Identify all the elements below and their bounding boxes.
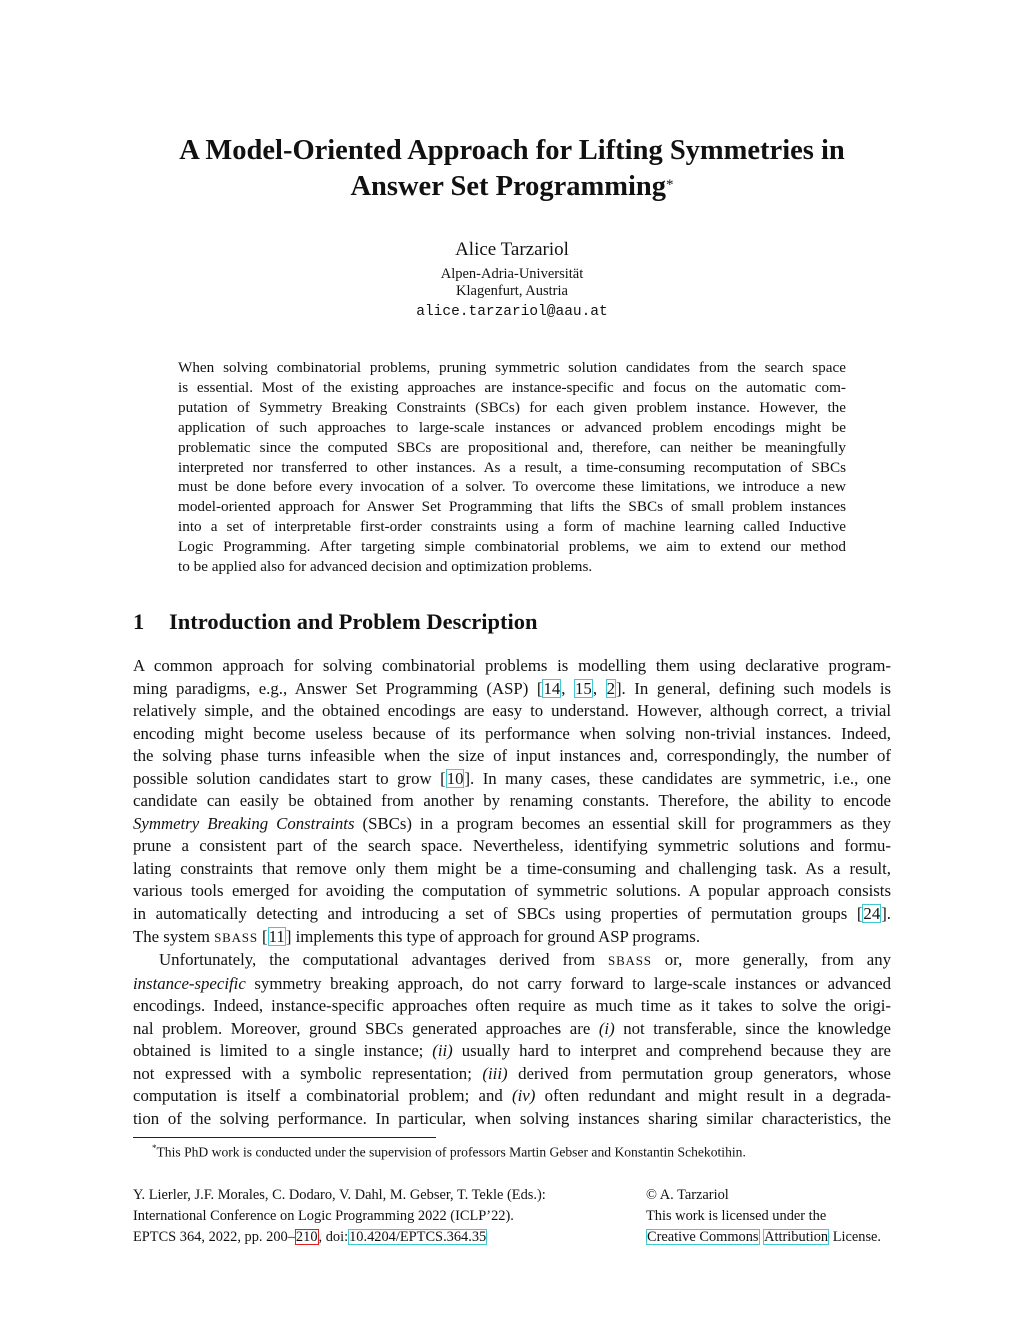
body-line: various tools emerged for avoiding the computation of symmetric solutions. A popular approach consists bbox=[133, 881, 891, 901]
doi-label: , doi: bbox=[318, 1229, 349, 1245]
body-text-run: computation is itself a combinatorial problem; and bbox=[133, 1086, 513, 1106]
citation-link[interactable]: 15 bbox=[575, 678, 592, 698]
body-text-run: ]. In general, defining such models is bbox=[615, 678, 892, 698]
attribution-link[interactable]: Attribution bbox=[764, 1229, 829, 1245]
body-line: tion of the solving performance. In particular, when solving instances sharing similar characteristics, the bbox=[133, 1108, 891, 1128]
emphasis-term: (i) bbox=[598, 1018, 615, 1038]
paper-title bbox=[100, 133, 924, 205]
section-heading bbox=[133, 609, 538, 635]
emphasis-term: Symmetry Breaking Constraints bbox=[133, 813, 355, 833]
author-affiliation bbox=[0, 266, 1024, 300]
body-line: lating constraints that remove only them might be a time-consuming and challenging task. As a result, bbox=[133, 858, 891, 878]
body-line bbox=[133, 903, 891, 926]
copyright-line: © A. Tarzariol bbox=[646, 1187, 729, 1203]
body-line bbox=[133, 813, 891, 836]
abstract-line: putation of Symmetry Breaking Constraints (SBCs) for each given problem instance. However, the bbox=[178, 398, 846, 416]
title-line-2 bbox=[100, 169, 924, 205]
body-text-run: symmetry breaking approach, do not carry forward to large-scale instances or advanced bbox=[245, 973, 891, 993]
doi-link[interactable]: 10.4204/EPTCS.364.35 bbox=[349, 1229, 487, 1245]
footnote-mark: * bbox=[152, 1143, 157, 1153]
body-line: prune a consistent part of the search space. Nevertheless, identifying symmetric solutions and formu- bbox=[133, 836, 891, 856]
footnote bbox=[152, 1143, 746, 1161]
abstract-line: When solving combinatorial problems, pruning symmetric solution candidates from the search space bbox=[178, 359, 846, 376]
affiliation-line-2: Klagenfurt, Austria bbox=[456, 283, 568, 299]
license-info bbox=[646, 1185, 881, 1248]
author-email[interactable]: alice.tarzariol@aau.at bbox=[416, 304, 608, 320]
section-title: Introduction and Problem Description bbox=[169, 609, 538, 634]
body-line: encodings. Indeed, instance-specific approaches often require as much time as it takes to solve the origi- bbox=[133, 996, 891, 1016]
abstract-line: interpreted nor transferred to other instances. As a result, a time-consuming recomputation of SBCs bbox=[178, 458, 846, 476]
body-text-run: nal problem. Moreover, ground SBCs generated approaches are bbox=[133, 1018, 599, 1038]
page-link[interactable]: 210 bbox=[295, 1229, 318, 1245]
body-text-run: often redundant and might result in a degrada- bbox=[535, 1086, 892, 1106]
citation-link[interactable]: 2 bbox=[606, 678, 615, 698]
license-suffix: License. bbox=[829, 1229, 882, 1245]
emphasis-term: (iv) bbox=[512, 1086, 536, 1106]
emphasis-term: (iii) bbox=[482, 1063, 508, 1083]
body-text-run: ] implements this type of approach for ground ASP programs. bbox=[285, 926, 701, 946]
abstract-line: model-oriented approach for Answer Set Programming that lifts the SBCs of small problem instances bbox=[178, 498, 846, 516]
license-line: This work is licensed under the bbox=[646, 1208, 827, 1224]
body-line bbox=[133, 1040, 891, 1063]
editors-line: Y. Lierler, J.F. Morales, C. Dodaro, V. Dahl, M. Gebser, T. Tekle (Eds.): bbox=[133, 1187, 546, 1203]
body-line bbox=[133, 926, 891, 950]
body-text-run: obtained is limited to a single instance; bbox=[133, 1041, 433, 1061]
body-line: A common approach for solving combinatorial problems is modelling them using declarative program- bbox=[133, 656, 891, 675]
footnote-divider bbox=[133, 1137, 436, 1138]
body-text-run: [ bbox=[257, 926, 268, 946]
body-text-run: not expressed with a symbolic representation; bbox=[133, 1063, 483, 1083]
title-line-2-text: Answer Set Programming bbox=[350, 171, 667, 202]
abstract bbox=[178, 358, 846, 577]
footnote-text: This PhD work is conducted under the supervision of professors Martin Gebser and Konstantin Schekotihin. bbox=[156, 1144, 746, 1160]
body-line bbox=[133, 1018, 891, 1041]
body-text-run: ming paradigms, e.g., Answer Set Programming (ASP) [ bbox=[133, 678, 543, 698]
title-footnote-mark[interactable]: * bbox=[666, 177, 674, 193]
body-line bbox=[133, 768, 891, 791]
emphasis-term: (ii) bbox=[432, 1041, 453, 1061]
creative-commons-link[interactable]: Creative Commons bbox=[647, 1229, 759, 1245]
publication-info bbox=[133, 1185, 546, 1248]
title-line-1: A Model-Oriented Approach for Lifting Symmetries in bbox=[179, 135, 845, 166]
body-text-run: not transferable, since the knowledge bbox=[614, 1018, 891, 1038]
body-line: the solving phase turns infeasible when the size of input instances and, correspondingly, the number of bbox=[133, 746, 891, 766]
abstract-line: into a set of interpretable first-order constraints using a form of machine learning called Inductive bbox=[178, 518, 846, 536]
citation-link[interactable]: 10 bbox=[446, 768, 464, 788]
system-name: SBASS bbox=[608, 953, 652, 969]
body-text-run: derived from permutation group generators, whose bbox=[507, 1063, 892, 1083]
eptcs-text: EPTCS 364, 2022, pp. 200– bbox=[133, 1229, 295, 1245]
body-text-run: or, more generally, from any bbox=[651, 950, 892, 970]
conference-line: International Conference on Logic Programming 2022 (ICLP’22). bbox=[133, 1208, 514, 1224]
body-text-run: possible solution candidates start to grow [ bbox=[133, 768, 446, 788]
affiliation-line-1: Alpen-Adria-Universität bbox=[440, 266, 584, 282]
body-text bbox=[133, 655, 891, 1130]
abstract-line: to be applied also for advanced decision and optimization problems. bbox=[178, 558, 593, 576]
body-line: ming paradigms, e.g., Answer Set Programming (ASP) [14, 15, 2]. In general, defining such models is bbox=[133, 678, 892, 698]
body-line bbox=[133, 973, 891, 996]
abstract-line: must be done before every invocation of a solver. To overcome these limitations, we introduce a new bbox=[178, 478, 846, 496]
body-line bbox=[133, 1085, 891, 1108]
body-text-run: The system bbox=[133, 926, 215, 946]
citation-link[interactable]: 24 bbox=[863, 904, 881, 924]
abstract-line: Logic Programming. After targeting simple combinatorial problems, we aim to extend our method bbox=[178, 538, 846, 556]
abstract-line: application of such approaches to large-scale instances or advanced problem encodings might be bbox=[178, 418, 846, 436]
system-name: SBASS bbox=[214, 929, 258, 945]
citation-link[interactable]: 11 bbox=[268, 926, 285, 946]
eptcs-line bbox=[133, 1227, 546, 1248]
body-line bbox=[133, 949, 891, 973]
author-name: Alice Tarzariol bbox=[455, 239, 569, 260]
abstract-line: is essential. Most of the existing approaches are instance-specific and focus on the automatic com- bbox=[178, 378, 846, 396]
abstract-line: problematic since the computed SBCs are propositional and, therefore, can neither be meaningfully bbox=[178, 438, 846, 456]
body-text-run: Unfortunately, the computational advantages derived from bbox=[159, 950, 609, 970]
body-text-run: in automatically detecting and introducing a set of SBCs using properties of permutation groups [ bbox=[133, 904, 863, 924]
body-text-run: usually hard to interpret and comprehend because they are bbox=[452, 1041, 891, 1061]
body-text-run: ]. bbox=[881, 904, 891, 924]
section-number: 1 bbox=[133, 609, 145, 634]
body-line: encoding might become useless because of its performance when solving non-trivial instances. Indeed, bbox=[133, 723, 891, 743]
body-line bbox=[133, 1063, 891, 1086]
emphasis-term: instance-specific bbox=[133, 973, 246, 993]
license-link-line bbox=[646, 1227, 881, 1248]
body-text-run: (SBCs) in a program becomes an essential skill for programmers as they bbox=[354, 813, 892, 833]
body-line: candidate can easily be obtained from another by renaming constants. Therefore, the ability to encode bbox=[133, 791, 891, 811]
body-text-run: ]. In many cases, these candidates are symmetric, i.e., one bbox=[464, 768, 891, 788]
citation-link[interactable]: 14 bbox=[543, 678, 561, 698]
body-line: relatively simple, and the obtained encodings are easy to understand. However, although correct, a trivial bbox=[133, 701, 891, 721]
